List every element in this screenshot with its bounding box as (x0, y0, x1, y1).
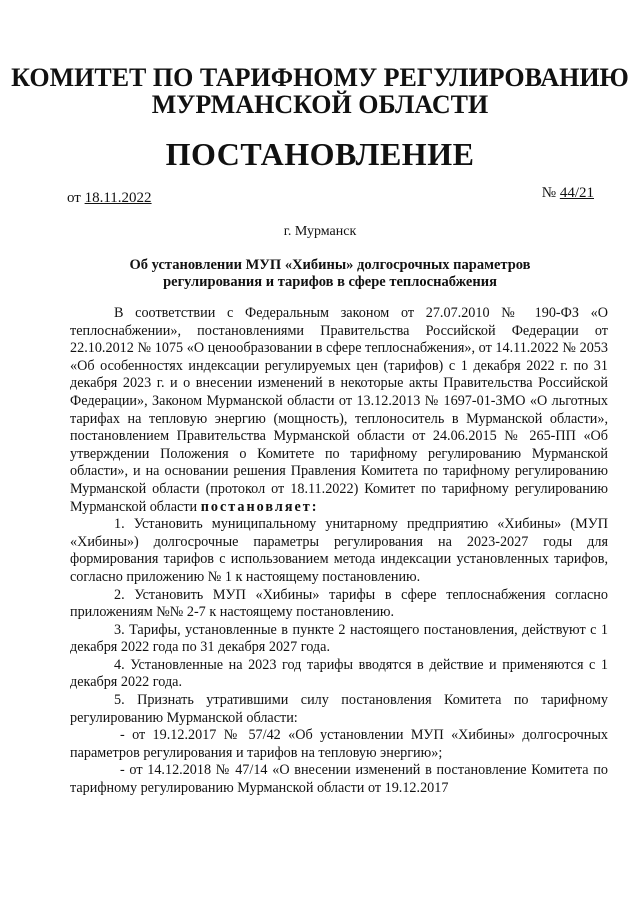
organization-name (0, 64, 640, 118)
document-date (67, 190, 152, 207)
document-number (542, 185, 594, 202)
item-paragraph-5: 5. Признать утратившими силу постановления Комитета по тарифному регулированию Мурманской области: (70, 692, 608, 726)
repealed-item-1: - от 19.12.2017 № 57/42 «Об установлении МУП «Хибины» долгосрочных параметров регулирования и тарифов на тепловую энергию»; (70, 727, 608, 761)
organization-name-line1: КОМИТЕТ ПО ТАРИФНОМУ РЕГУЛИРОВАНИЮ (11, 63, 629, 92)
date-prefix: от (67, 190, 81, 206)
number-prefix: № (541, 185, 557, 201)
preamble-text: В соответствии с Федеральным законом от 27.07.2010 № 190-ФЗ «О теплоснабжении», постановлениями Правительства Российской Федерации от 22.10.2012 № 1075 «О ценообразовании в сфере теплоснабжения», от 14.11.2022 № 2053 «Об особенностях индексации регулируемых цен (тарифов) с 1 декабря 2022 г. по 31 декабря 2023 г. и о внесении изменений в некоторые акты Правительства Российской Федерации», Законом Мурманской области от 13.12.2013 № 1697-01-ЗМО «О льготных тарифах на тепловую энергию (мощность), теплоноситель в Мурманской области», постановлением Правительства Мурманской области от 24.06.2015 № 265-ПП «Об утверждении Положения о Комитете по тарифному регулированию Мурманской области», и на основании решения Правления Комитета по тарифному регулированию Мурманской области (протокол от 18.11.2022) Комитет по тарифному регулированию Мурманской области (70, 305, 608, 515)
document-type-title: ПОСТАНОВЛЕНИЕ (165, 136, 475, 172)
organization-name-line2: МУРМАНСКОЙ ОБЛАСТИ (151, 90, 489, 119)
repealed-item-2: - от 14.12.2018 № 47/14 «О внесении изменений в постановление Комитета по тарифному регулированию Мурманской области от 19.12.2017 (70, 762, 608, 797)
item-paragraph-2: 2. Установить МУП «Хибины» тарифы в сфере теплоснабжения согласно приложениям №№ 2-7 к настоящему постановлению. (70, 586, 608, 621)
item-paragraph-4: 4. Установленные на 2023 год тарифы вводятся в действие и применяются с 1 декабря 2022 года. (70, 656, 608, 691)
preamble-paragraph (70, 305, 608, 516)
document-body (70, 305, 608, 798)
item-paragraph-3: 3. Тарифы, установленные в пункте 2 настоящего постановления, действуют с 1 декабря 2022 года по 31 декабря 2027 года. (70, 621, 608, 656)
date-value: 18.11.2022 (84, 190, 152, 206)
number-value: 44/21 (559, 185, 594, 201)
item-paragraph-1: 1. Установить муниципальному унитарному предприятию «Хибины» (МУП «Хибины») долгосрочные параметры регулирования на 2023-2027 годы для формирования тарифов с использованием метода индексации установленных тарифов, согласно приложению № 1 к настоящему постановлению. (70, 516, 608, 585)
resolves-word: постановляет: (200, 498, 319, 515)
document-subject: Об установлении МУП «Хибины» долгосрочных параметров регулирования и тарифов в сфере теплоснабжения (129, 257, 531, 290)
city-name: г. Мурманск (283, 224, 357, 239)
